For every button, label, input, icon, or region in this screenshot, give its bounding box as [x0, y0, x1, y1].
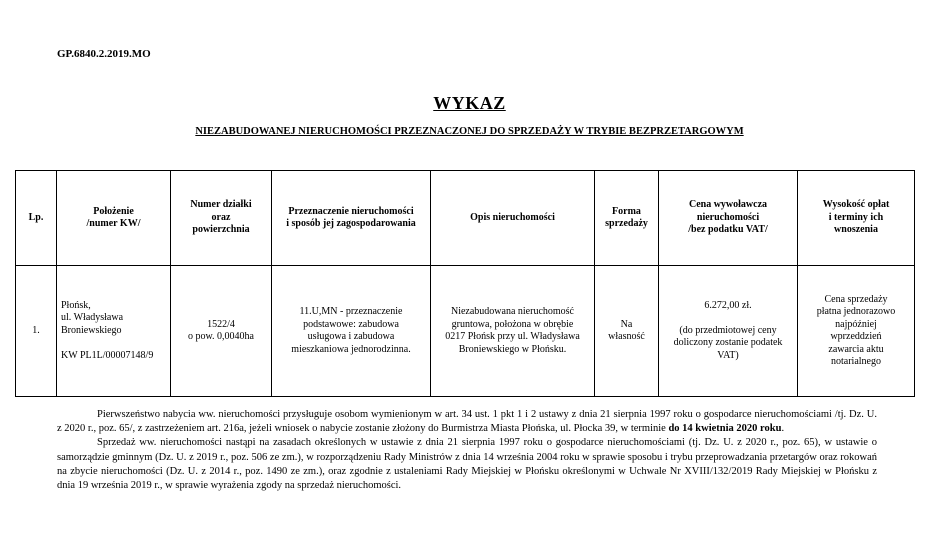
paragraph-pierwszenstwo-end: .	[781, 423, 785, 435]
header-lp: Lp.	[16, 171, 57, 266]
property-table	[15, 170, 915, 397]
cell-forma-sprzedazy: Na własność	[595, 266, 659, 397]
table-row	[16, 266, 915, 397]
document-body	[57, 408, 877, 493]
cell-numer-dzialki: 1522/4 o pow. 0,0040ha	[171, 266, 272, 397]
cell-oplaty: Cena sprzedaży płatna jednorazowo najpóźniej wprzeddzień zawarcia aktu notarialnego	[798, 266, 915, 397]
paragraph-pierwszenstwo-text: Pierwszeństwo nabycia ww. nieruchomości przysługuje osobom wymienionym w art. 34 ust. 1 pkt 1 i 2 ustawy z dnia 21 sierpnia 1997 roku o gospodarce nieruchomościami /tj. Dz. U. z 2020 r., poz. 65/, z zastrzeżeniem art. 216a, jeżeli wniosek o nabycie zostanie złożony do Burmistrza Miasta Płońska, ul. Płocka 39, w terminie	[57, 409, 877, 435]
paragraph-pierwszenstwo	[57, 408, 877, 436]
deadline-text: do 14 kwietnia 2020 roku	[668, 423, 782, 435]
document-subtitle: NIEZABUDOWANEJ NIERUCHOMOŚCI PRZEZNACZONEJ DO SPRZEDAŻY W TRYBIE BEZPRZETARGOWYM	[195, 126, 744, 137]
header-forma-sprzedazy: Forma sprzedaży	[595, 171, 659, 266]
header-opis: Opis nieruchomości	[431, 171, 595, 266]
table-header-row	[16, 171, 915, 266]
document-reference: GP.6840.2.2019.MO	[57, 48, 151, 60]
header-oplaty: Wysokość opłat i terminy ich wnoszenia	[798, 171, 915, 266]
document-title: WYKAZ	[433, 93, 506, 113]
cell-cena: 6.272,00 zł. (do przedmiotowej ceny doliczony zostanie podatek VAT)	[659, 266, 798, 397]
header-cena: Cena wywoławcza nieruchomości /bez podatku VAT/	[659, 171, 798, 266]
header-przeznaczenie: Przeznaczenie nieruchomości i sposób jej zagospodarowania	[272, 171, 431, 266]
cell-przeznaczenie: 11.U,MN - przeznaczenie podstawowe: zabudowa usługowa i zabudowa mieszkaniowa jednorodzinna.	[272, 266, 431, 397]
cell-opis: Niezabudowana nieruchomość gruntowa, położona w obrębie 0217 Płońsk przy ul. Władysława Broniewskiego w Płońsku.	[431, 266, 595, 397]
cell-lp: 1.	[16, 266, 57, 397]
header-numer-dzialki: Numer działki oraz powierzchnia	[171, 171, 272, 266]
paragraph-sprzedaz: Sprzedaż ww. nieruchomości nastąpi na zasadach określonych w ustawie z dnia 21 sierpnia 1997 roku o gospodarce nieruchomościami (tj. Dz. U. z 2020 r., poz. 65), w ustawie o samorządzie gminnym (Dz. U. z 2019 r., poz. 506 ze zm.), w rozporządzeniu Rady Ministrów z dnia 14 września 2004 roku w sprawie sposobu i trybu przeprowadzania przetargów oraz rokowań na zbycie nieruchomości (Dz. U. z 2014 r., poz. 1490 ze zm.), oraz zgodnie z ustaleniami Rady Miejskiej w Płońsku określonymi w Uchwale Nr XVIII/132/2019 Rady Miejskiej w Płońsku z dnia 19 września 2019 r., w sprawie wyrażenia zgody na sprzedaż nieruchomości.	[57, 437, 877, 491]
cell-polozenie: Płońsk, ul. Władysława Broniewskiego KW PL1L/00007148/9	[57, 266, 171, 397]
header-polozenie: Położenie /numer KW/	[57, 171, 171, 266]
